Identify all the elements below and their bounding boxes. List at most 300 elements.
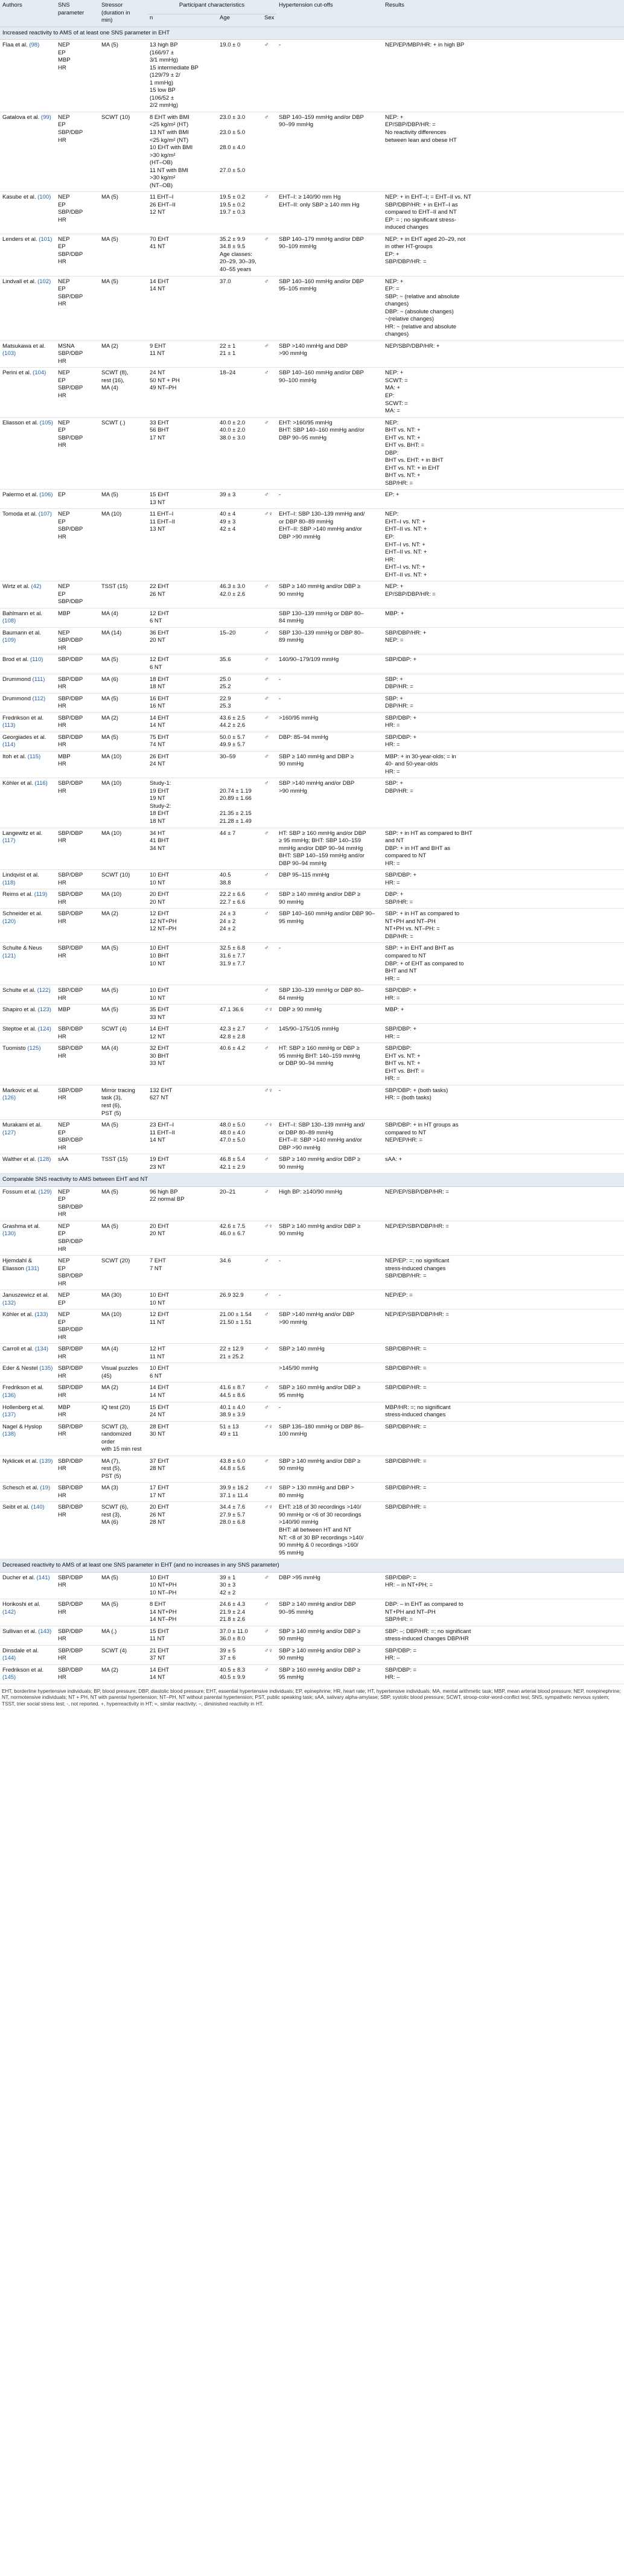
cell-sns-parameter: MBP xyxy=(56,1005,99,1024)
author-name: Bahlmann et al. xyxy=(2,610,43,617)
cell-n: 36 EHT 20 NT xyxy=(147,627,217,654)
cell-results: SBP/DBP: = HR: – xyxy=(383,1645,624,1664)
cell-age: 42.3 ± 2.7 42.8 ± 2.8 xyxy=(217,1024,262,1043)
cell-sex: ♂ xyxy=(262,1309,276,1344)
cell-sex: ♂ xyxy=(262,112,276,191)
cell-stressor: Visual puzzles (45) xyxy=(99,1363,147,1382)
table-row xyxy=(0,1309,624,1344)
reference-link[interactable]: (123) xyxy=(37,1006,51,1014)
reference-link[interactable]: (115) xyxy=(27,753,41,760)
cell-results: NEP: + in EHT aged 20–29, not in other HT-groups EP: + SBP/DBP/HR: = xyxy=(383,234,624,276)
section-title: Increased reactivity to AMS of at least one SNS parameter in EHT xyxy=(0,27,624,40)
author-name: Walther et al. xyxy=(2,1156,36,1163)
reference-link[interactable]: (108) xyxy=(2,618,16,625)
cell-stressor: MA (10) xyxy=(99,828,147,870)
author-name: Reims et al. xyxy=(2,891,33,898)
cell-author xyxy=(0,943,56,985)
cell-age: 18–24 xyxy=(217,368,262,417)
cell-author xyxy=(0,627,56,654)
header-results: Results xyxy=(383,0,624,27)
section-title: Decreased reactivity to AMS of at least one SNS parameter in EHT (and no increases in any SNS parameter) xyxy=(0,1559,624,1573)
table-row xyxy=(0,751,624,778)
cell-sns-parameter: NEP EP SBP/DBP HR xyxy=(56,276,99,340)
cell-sns-parameter: SBP/DBP HR xyxy=(56,778,99,828)
reference-link[interactable]: (138) xyxy=(2,1431,16,1438)
reference-link[interactable]: (109) xyxy=(2,637,16,644)
cell-sex: ♂ xyxy=(262,1043,276,1085)
cell-age: 40.5 38.8 xyxy=(217,870,262,889)
table-row xyxy=(0,192,624,234)
table-row xyxy=(0,1402,624,1421)
cell-sns-parameter: SBP/DBP HR xyxy=(56,1382,99,1402)
cell-stressor: SCWT (8), rest (16), MA (4) xyxy=(99,368,147,417)
cell-stressor: MA (4) xyxy=(99,1344,147,1363)
cell-author xyxy=(0,1382,56,1402)
cell-age: 40 ± 4 49 ± 3 42 ± 4 xyxy=(217,509,262,581)
cell-hypertension-cutoffs: - xyxy=(276,674,383,693)
header-age: Age xyxy=(217,14,262,27)
table-row xyxy=(0,654,624,674)
cell-sex: ♂ xyxy=(262,276,276,340)
cell-hypertension-cutoffs: SBP 130–139 mmHg or DBP 80– 89 mmHg xyxy=(276,627,383,654)
cell-age: 34.4 ± 7.6 27.9 ± 5.7 28.0 ± 6.8 xyxy=(217,1502,262,1559)
reference-link[interactable]: (132) xyxy=(2,1299,16,1306)
reference-link[interactable]: (98) xyxy=(29,42,40,49)
reference-link[interactable]: (100) xyxy=(37,194,51,201)
reference-link[interactable]: (131) xyxy=(25,1265,39,1272)
reference-link[interactable]: (110) xyxy=(30,656,43,663)
cell-results: NEP/EP/SBP/DBP/HR: = xyxy=(383,1186,624,1221)
cell-sns-parameter: NEP SBP/DBP HR xyxy=(56,627,99,654)
cell-stressor: MA (14) xyxy=(99,627,147,654)
cell-hypertension-cutoffs: - xyxy=(276,1256,383,1290)
author-name: Dinsdale et al. xyxy=(2,1647,39,1654)
cell-sex: ♂ xyxy=(262,1382,276,1402)
cell-author xyxy=(0,234,56,276)
cell-hypertension-cutoffs: EHT: ≥18 of 30 recordings >140/ 90 mmHg or <6 of 30 recordings >140/90 mmHg BHT: all between HT and NT NT: <8 of 30 BP recordings >140/ 90 mmHg & 0 recordings >160/ 95 mmHg xyxy=(276,1502,383,1559)
table-row xyxy=(0,1483,624,1502)
reference-link[interactable]: (107) xyxy=(38,511,52,518)
cell-sns-parameter: NEP EP SBP/DBP xyxy=(56,581,99,609)
author-name: Kasube et al. xyxy=(2,194,36,201)
cell-sex: ♂ xyxy=(262,627,276,654)
author-name: Georgiades et al. xyxy=(2,733,46,741)
cell-results: SBP: + DBP/HR: = xyxy=(383,674,624,693)
cell-sns-parameter: NEP EP SBP/DBP HR xyxy=(56,112,99,191)
author-name: Nagel & Hyslop xyxy=(2,1423,42,1430)
table-row xyxy=(0,112,624,191)
cell-sns-parameter: NEP EP SBP/DBP HR xyxy=(56,1186,99,1221)
cell-sns-parameter: SBP/DBP HR xyxy=(56,1421,99,1456)
cell-sns-parameter: NEP EP SBP/DBP HR xyxy=(56,417,99,490)
cell-sns-parameter: MBP HR xyxy=(56,1402,99,1421)
cell-hypertension-cutoffs: SBP >140 mmHg and/or DBP >90 mmHg xyxy=(276,778,383,828)
reference-link[interactable]: (129) xyxy=(38,1188,52,1195)
cell-sex: ♂ xyxy=(262,417,276,490)
cell-n: 18 EHT 18 NT xyxy=(147,674,217,693)
cell-author xyxy=(0,1483,56,1502)
cell-results: SBP/DBP/HR: + NEP: = xyxy=(383,627,624,654)
table-body xyxy=(0,27,624,1684)
cell-results: sAA: + xyxy=(383,1154,624,1174)
author-name: Gatalova et al. xyxy=(2,113,40,121)
table-row xyxy=(0,1645,624,1664)
author-name: Nyklicek et al. xyxy=(2,1457,38,1465)
cell-sns-parameter: SBP/DBP HR xyxy=(56,909,99,943)
cell-age: 22 ± 1 21 ± 1 xyxy=(217,340,262,368)
cell-results: SBP: + DBP/HR: = xyxy=(383,778,624,828)
cell-sex: ♂ xyxy=(262,234,276,276)
cell-stressor: SCWT (10) xyxy=(99,112,147,191)
cell-n: 12 EHT 12 NT+PH 12 NT–PH xyxy=(147,909,217,943)
cell-author xyxy=(0,1502,56,1559)
cell-n: 19 EHT 23 NT xyxy=(147,1154,217,1174)
reference-link[interactable]: (128) xyxy=(37,1156,51,1163)
table-footnote: EHT, borderline hypertensive individuals; BP, blood pressure; DBP, diastolic blood pressure; EHT, essential hypertensive individuals; EP, epinephrine; HR, heart rate; HT, hypertensive individuals; MA, mental arithmetic task; MBP, mean arterial blood pressure; NEP, norepinephrine; NT, normotensive individuals; NT + PH, NT with parental hypertension; NT–PH, NT without parental hypertension; PST, public speaking task; sAA, salivary alpha-amylase; SBP, systolic blood pressure; SCWT, stroop-color-word-conflict test; SNS, sympathetic nervous system; TSST, trier social stress test; -, not reported. +, hyperreactivity in HT; =, similar reactivity; –, diminished reactivity in HT. xyxy=(2,1688,621,1707)
cell-sex: ♂ xyxy=(262,712,276,732)
cell-sns-parameter: SBP/DBP HR xyxy=(56,1344,99,1363)
cell-results: SBP: + in HT as compared to NT+PH and NT–PH NT+PH vs. NT–PH: = DBP/HR: = xyxy=(383,909,624,943)
cell-age: 30–59 xyxy=(217,751,262,778)
cell-results: SBP/DBP/HR: = xyxy=(383,1502,624,1559)
reference-link[interactable]: (145) xyxy=(2,1674,16,1681)
reference-link[interactable]: (112) xyxy=(32,695,46,702)
reference-link[interactable]: (99) xyxy=(40,113,51,121)
author-name: Murakami et al. xyxy=(2,1122,42,1129)
cell-sns-parameter: SBP/DBP HR xyxy=(56,732,99,751)
cell-sns-parameter: SBP/DBP HR xyxy=(56,1363,99,1382)
cell-n: 11 EHT–I 26 EHT–II 12 NT xyxy=(147,192,217,234)
author-name: Itoh et al. xyxy=(2,753,27,760)
cell-sex: ♂ xyxy=(262,1572,276,1599)
cell-stressor: MA (5) xyxy=(99,1005,147,1024)
cell-results: NEP: + EP: = SBP: ~ (relative and absolute changes) DBP: ~ (absolute changes) ~(relative changes) HR: ~ (relative and absolute changes) xyxy=(383,276,624,340)
cell-sex: ♂ xyxy=(262,943,276,985)
cell-sns-parameter: NEP EP SBP/DBP HR xyxy=(56,368,99,417)
reference-link[interactable]: (126) xyxy=(2,1095,16,1102)
cell-n: 10 EHT 10 NT xyxy=(147,1290,217,1309)
cell-author xyxy=(0,581,56,609)
author-name: Matsukawa et al. xyxy=(2,342,46,350)
table-row xyxy=(0,943,624,985)
cell-n: 33 EHT 56 BHT 17 NT xyxy=(147,417,217,490)
cell-results: SBP: + in HT as compared to BHT and NT DBP: + in HT and BHT as compared to NT HR: = xyxy=(383,828,624,870)
author-name: Schulte & Neus xyxy=(2,945,42,952)
reference-link[interactable]: (134) xyxy=(34,1346,49,1353)
cell-sns-parameter: SBP/DBP HR xyxy=(56,828,99,870)
table-row xyxy=(0,1626,624,1645)
cell-results: NEP: EHT–I vs. NT: + EHT–II vs. NT: + EP: EHT–I vs. NT: + EHT–II vs. NT: + HR: EHT–I vs. NT: + EHT–II vs. NT: + xyxy=(383,509,624,581)
cell-author xyxy=(0,1186,56,1221)
cell-sns-parameter: SBP/DBP HR xyxy=(56,1483,99,1502)
cell-sex: ♂♀ xyxy=(262,1221,276,1255)
cell-hypertension-cutoffs: SBP ≥ 140 mmHg and DBP ≥ 90 mmHg xyxy=(276,751,383,778)
cell-author xyxy=(0,1024,56,1043)
cell-age: 47.1 36.6 xyxy=(217,1005,262,1024)
reference-link[interactable]: (42) xyxy=(31,583,42,590)
author-name: Baumann et al. xyxy=(2,629,41,636)
table-row xyxy=(0,490,624,509)
reference-link[interactable]: (117) xyxy=(2,837,16,845)
reference-link[interactable]: (125) xyxy=(27,1045,41,1052)
author-name: Carroll et al. xyxy=(2,1346,34,1353)
table-row xyxy=(0,1154,624,1174)
cell-sex xyxy=(262,608,276,627)
cell-author xyxy=(0,1421,56,1456)
cell-n: 17 EHT 17 NT xyxy=(147,1483,217,1502)
cell-hypertension-cutoffs: EHT–I: SBP 130–139 mmHg and/ or DBP 80–89 mmHg EHT–II: SBP >140 mmHg and/or DBP >90 mmHg xyxy=(276,509,383,581)
cell-hypertension-cutoffs: - xyxy=(276,1402,383,1421)
cell-hypertension-cutoffs: HT: SBP ≥ 160 mmHg or DBP ≥ 95 mmHg BHT: 140–159 mmHg or DBP 90–94 mmHg xyxy=(276,1043,383,1085)
cell-stressor: MA (5) xyxy=(99,693,147,712)
table-row xyxy=(0,712,624,732)
cell-n: 14 EHT 14 NT xyxy=(147,1382,217,1402)
cell-sex: ♂ xyxy=(262,1626,276,1645)
reference-link[interactable]: (122) xyxy=(37,987,51,994)
cell-sns-parameter: NEP EP SBP/DBP HR xyxy=(56,192,99,234)
reference-link[interactable]: (114) xyxy=(2,741,16,749)
cell-author xyxy=(0,828,56,870)
cell-hypertension-cutoffs: SBP ≥ 140 mmHg and/or DBP ≥ 90 mmHg xyxy=(276,889,383,909)
author-name: Palermo et al. xyxy=(2,491,38,499)
cell-n: 15 EHT 13 NT xyxy=(147,490,217,509)
reference-link[interactable]: (111) xyxy=(32,676,45,683)
cell-n: 22 EHT 26 NT xyxy=(147,581,217,609)
reference-link[interactable]: (141) xyxy=(36,1574,50,1581)
cell-results: DBP: – in EHT as compared to NT+PH and NT–PH SBP/HR: = xyxy=(383,1599,624,1626)
cell-sex: ♂ xyxy=(262,693,276,712)
table-row xyxy=(0,778,624,828)
reference-link[interactable]: (116) xyxy=(34,780,48,787)
table-row xyxy=(0,1043,624,1085)
reference-link[interactable]: (120) xyxy=(2,918,16,925)
cell-author xyxy=(0,1402,56,1421)
cell-author xyxy=(0,1309,56,1344)
cell-sns-parameter: MBP HR xyxy=(56,751,99,778)
reference-link[interactable]: (143) xyxy=(38,1628,52,1635)
author-name: Hollenberg et al. xyxy=(2,1404,45,1411)
cell-author xyxy=(0,1256,56,1290)
cell-sex: ♂ xyxy=(262,674,276,693)
header-n: n xyxy=(147,14,217,27)
cell-sns-parameter: SBP/DBP xyxy=(56,654,99,674)
cell-author xyxy=(0,1664,56,1684)
cell-hypertension-cutoffs: - xyxy=(276,490,383,509)
table-row xyxy=(0,732,624,751)
cell-n: 70 EHT 41 NT xyxy=(147,234,217,276)
author-name: Eder & Nestel xyxy=(2,1365,38,1372)
reference-link[interactable]: (103) xyxy=(2,350,16,357)
cell-age: 48.0 ± 5.0 48.0 ± 4.0 47.0 ± 5.0 xyxy=(217,1120,262,1154)
table-row xyxy=(0,909,624,943)
cell-stressor: Mirror tracing task (3), rest (6), PST (5) xyxy=(99,1085,147,1119)
reference-link[interactable]: (102) xyxy=(37,278,51,285)
cell-stressor: SCWT (20) xyxy=(99,1256,147,1290)
cell-sns-parameter: NEP EP SBP/DBP HR xyxy=(56,1221,99,1255)
cell-sex: ♂ xyxy=(262,40,276,112)
reference-link[interactable]: (144) xyxy=(2,1655,16,1662)
cell-sns-parameter: MBP xyxy=(56,608,99,627)
cell-n: 23 EHT–I 11 EHT–II 14 NT xyxy=(147,1120,217,1154)
cell-age: 40.6 ± 4.2 xyxy=(217,1043,262,1085)
reference-link[interactable]: (106) xyxy=(39,491,53,499)
reference-link[interactable]: (121) xyxy=(2,952,16,959)
cell-age: 22.9 25.3 xyxy=(217,693,262,712)
cell-author xyxy=(0,192,56,234)
cell-results: SBP: + DBP/HR: = xyxy=(383,693,624,712)
reference-link[interactable]: (104) xyxy=(33,369,46,377)
cell-n: 9 EHT 11 NT xyxy=(147,340,217,368)
cell-author xyxy=(0,1344,56,1363)
cell-age: 34.6 xyxy=(217,1256,262,1290)
cell-results: SBP/DBP/HR: = xyxy=(383,1483,624,1502)
cell-stressor: MA (5) xyxy=(99,192,147,234)
cell-sex: ♂ xyxy=(262,870,276,889)
table-row xyxy=(0,1344,624,1363)
author-name: Seibt et al. xyxy=(2,1504,30,1511)
author-name: Horikoshi et al. xyxy=(2,1601,40,1608)
author-name: Tuomisto xyxy=(2,1045,26,1052)
reference-link[interactable]: (136) xyxy=(2,1392,16,1399)
cell-age: 40.1 ± 4.0 38.9 ± 3.9 xyxy=(217,1402,262,1421)
reference-link[interactable]: (133) xyxy=(34,1311,48,1318)
cell-author xyxy=(0,732,56,751)
cell-sns-parameter: MSNA SBP/DBP HR xyxy=(56,340,99,368)
cell-stressor: MA (4) xyxy=(99,608,147,627)
cell-sex: ♂♀ xyxy=(262,1085,276,1119)
cell-sex: ♂ xyxy=(262,1456,276,1483)
cell-age: 26.9 32.9 xyxy=(217,1290,262,1309)
author-name: Drummond xyxy=(2,695,31,702)
author-name: Hjemdahl & Eliasson xyxy=(2,1258,33,1272)
cell-sns-parameter: SBP/DBP HR xyxy=(56,943,99,985)
cell-hypertension-cutoffs: 145/90–175/105 mmHg xyxy=(276,1024,383,1043)
section-title: Comparable SNS reactivity to AMS between EHT and NT xyxy=(0,1174,624,1187)
cell-age: 25.0 25.2 xyxy=(217,674,262,693)
cell-hypertension-cutoffs: SBP 140–179 mmHg and/or DBP 90–109 mmHg xyxy=(276,234,383,276)
reference-link[interactable]: (140) xyxy=(31,1504,45,1511)
cell-age: 20.74 ± 1.19 20.89 ± 1.66 21.35 ± 2.15 21.28 ± 1.49 xyxy=(217,778,262,828)
reference-link[interactable]: (139) xyxy=(39,1457,53,1465)
cell-author xyxy=(0,1154,56,1174)
cell-age: 20–21 xyxy=(217,1186,262,1221)
table-row xyxy=(0,674,624,693)
cell-sex: ♂ xyxy=(262,909,276,943)
table-row xyxy=(0,828,624,870)
cell-stressor: MA (5) xyxy=(99,732,147,751)
cell-age: 22 ± 12.9 21 ± 25.2 xyxy=(217,1344,262,1363)
reference-link[interactable]: (142) xyxy=(2,1608,16,1616)
cell-hypertension-cutoffs: High BP: ≥140/90 mmHg xyxy=(276,1186,383,1221)
cell-sex: ♂♀ xyxy=(262,1421,276,1456)
table-row xyxy=(0,1290,624,1309)
header-stressor: Stressor (duration in min) xyxy=(99,0,147,27)
cell-stressor: MA (30) xyxy=(99,1290,147,1309)
cell-hypertension-cutoffs: SBP 130–139 mmHg or DBP 80– 84 mmHg xyxy=(276,985,383,1005)
cell-age: 21.00 ± 1.54 21.50 ± 1.51 xyxy=(217,1309,262,1344)
cell-sex: ♂ xyxy=(262,732,276,751)
cell-author xyxy=(0,778,56,828)
cell-n: 34 HT 41 BHT 34 NT xyxy=(147,828,217,870)
table-row xyxy=(0,234,624,276)
table-row xyxy=(0,276,624,340)
cell-results: NEP: + in EHT–I; = EHT–II vs. NT SBP/DBP/HR: + in EHT–I as compared to EHT–II and NT EP: = ; no significant stress- induced changes xyxy=(383,192,624,234)
cell-n: 14 EHT 12 NT xyxy=(147,1024,217,1043)
cell-n: 20 EHT 26 NT 28 NT xyxy=(147,1502,217,1559)
cell-hypertension-cutoffs: SBP ≥ 140 mmHg and/or DBP ≥ 90 mmHg xyxy=(276,1626,383,1645)
cell-age: 24 ± 3 24 ± 2 24 ± 2 xyxy=(217,909,262,943)
table-row xyxy=(0,1572,624,1599)
author-name: Januszewicz et al. xyxy=(2,1292,49,1299)
cell-hypertension-cutoffs: SBP ≥ 160 mmHg and/or DBP ≥ 95 mmHg xyxy=(276,1664,383,1684)
cell-n: 20 EHT 20 NT xyxy=(147,889,217,909)
cell-author xyxy=(0,1363,56,1382)
cell-n: 8 EHT 14 NT+PH 14 NT–PH xyxy=(147,1599,217,1626)
reference-link[interactable]: (19) xyxy=(40,1485,51,1492)
cell-hypertension-cutoffs: DBP 95–115 mmHg xyxy=(276,870,383,889)
table-row xyxy=(0,889,624,909)
author-name: Steptoe et al. xyxy=(2,1026,36,1033)
reference-link[interactable]: (130) xyxy=(2,1230,16,1238)
cell-stressor: MA (3) xyxy=(99,1483,147,1502)
cell-n: 16 EHT 16 NT xyxy=(147,693,217,712)
cell-sns-parameter: SBP/DBP HR xyxy=(56,1626,99,1645)
cell-age: 15–20 xyxy=(217,627,262,654)
cell-stressor: MA (10) xyxy=(99,778,147,828)
cell-results: SBP/DBP: + HR: = xyxy=(383,732,624,751)
cell-results: NEP/SBP/DBP/HR: + xyxy=(383,340,624,368)
cell-sns-parameter: NEP EP SBP/DBP HR xyxy=(56,234,99,276)
cell-results: SBP/DBP/HR: = xyxy=(383,1382,624,1402)
reference-link[interactable]: (105) xyxy=(39,419,53,426)
reference-link[interactable]: (118) xyxy=(2,879,16,886)
cell-stressor: SCWT (10) xyxy=(99,870,147,889)
table-row xyxy=(0,1005,624,1024)
author-name: Ducher et al. xyxy=(2,1574,35,1581)
cell-results: NEP: + EP/SBP/DBP/HR: = No reactivity differences between lean and obese HT xyxy=(383,112,624,191)
reference-link[interactable]: (101) xyxy=(39,235,53,243)
table-row xyxy=(0,1502,624,1559)
cell-results: DBP: + SBP/HR: = xyxy=(383,889,624,909)
cell-n: 12 EHT 6 NT xyxy=(147,654,217,674)
cell-author xyxy=(0,1005,56,1024)
author-name: Langewitz et al. xyxy=(2,829,43,837)
cell-n: 132 EHT 627 NT xyxy=(147,1085,217,1119)
cell-sns-parameter: NEP EP SBP/DBP HR xyxy=(56,1120,99,1154)
cell-n: 10 EHT 10 NT+PH 10 NT–PH xyxy=(147,1572,217,1599)
reference-link[interactable]: (127) xyxy=(2,1129,16,1136)
cell-hypertension-cutoffs: SBP 140–160 mmHg and/or DBP 90– 95 mmHg xyxy=(276,909,383,943)
cell-sns-parameter: NEP EP SBP/DBP HR xyxy=(56,1256,99,1290)
cell-author xyxy=(0,112,56,191)
reference-link[interactable]: (137) xyxy=(2,1411,16,1419)
reference-link[interactable]: (124) xyxy=(37,1026,51,1033)
table-row xyxy=(0,581,624,609)
reference-link[interactable]: (135) xyxy=(39,1365,53,1372)
cell-hypertension-cutoffs: - xyxy=(276,40,383,112)
cell-n: 10 EHT 10 NT xyxy=(147,870,217,889)
cell-sns-parameter: NEP EP xyxy=(56,1290,99,1309)
cell-age: 24.6 ± 4.3 21.9 ± 2.4 21.8 ± 2.6 xyxy=(217,1599,262,1626)
reference-link[interactable]: (113) xyxy=(2,722,16,729)
reference-link[interactable]: (119) xyxy=(34,891,48,898)
cell-n: 10 EHT 10 NT xyxy=(147,985,217,1005)
cell-stressor: MA (5) xyxy=(99,40,147,112)
author-name: Sullivan et al. xyxy=(2,1628,37,1635)
author-name: Lindvall et al. xyxy=(2,278,36,285)
cell-sns-parameter: EP xyxy=(56,490,99,509)
cell-n: 15 EHT 24 NT xyxy=(147,1402,217,1421)
